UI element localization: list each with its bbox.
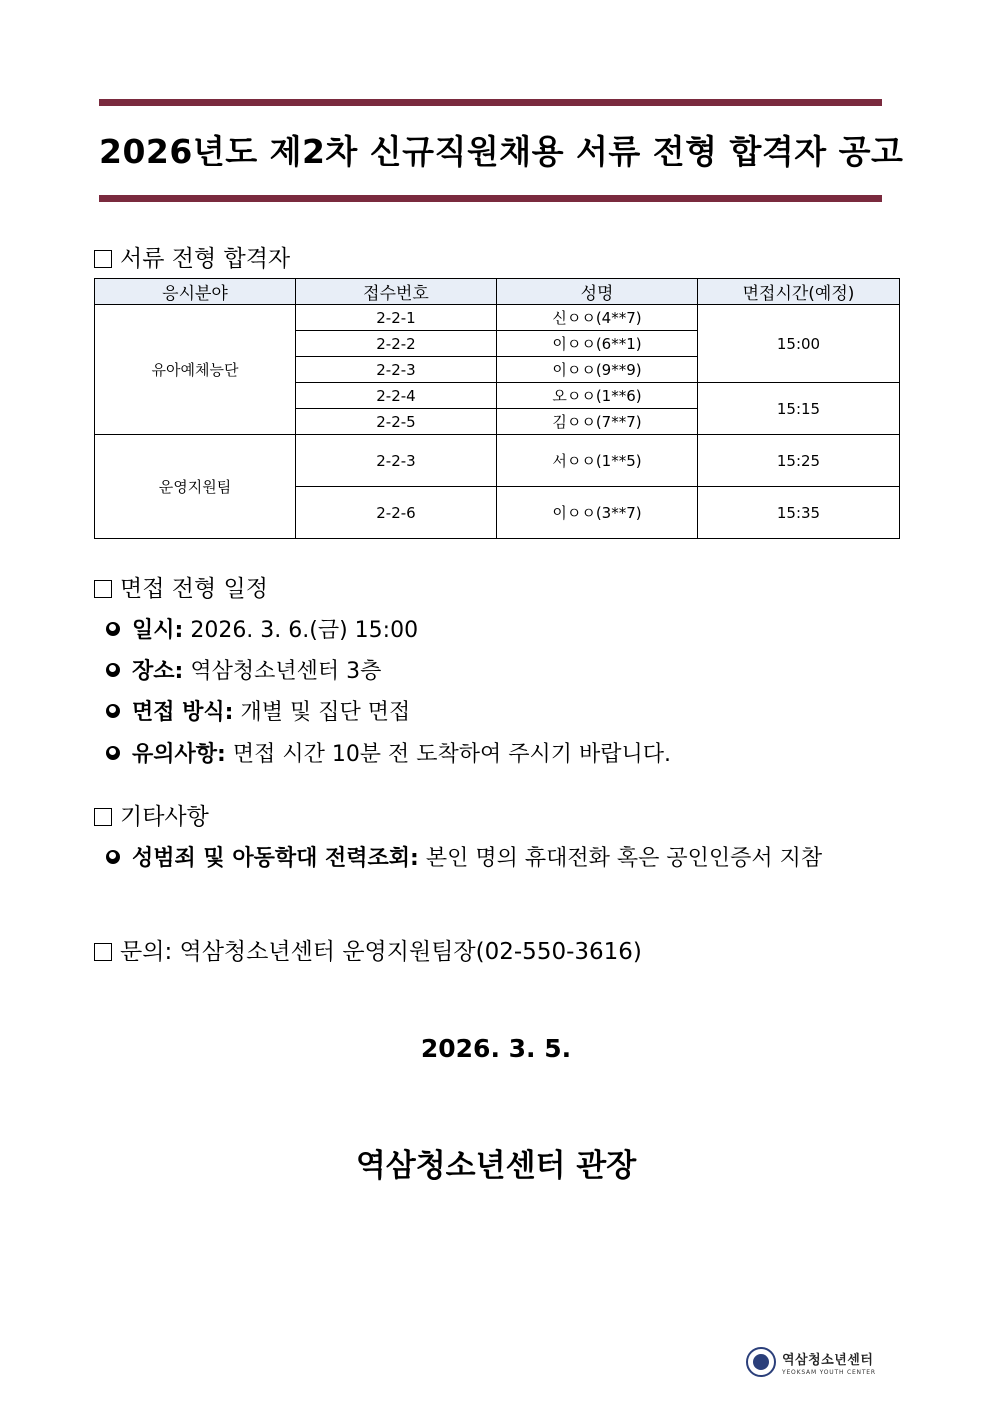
number-cell: 2-2-4 <box>296 383 497 409</box>
section-misc <box>94 798 209 831</box>
logo-name-en: YEOKSAM YOUTH CENTER <box>782 1368 876 1376</box>
checkbox-square-icon <box>94 808 112 826</box>
section-document-passers <box>94 240 290 273</box>
emblem-icon <box>746 1347 776 1377</box>
name-cell: 이ㅇㅇ(6**1) <box>497 331 698 357</box>
list-item: 면접 방식: 개별 및 집단 면접 <box>106 695 410 726</box>
name-cell: 이ㅇㅇ(3**7) <box>497 487 698 539</box>
circle-bullet-icon <box>106 663 120 677</box>
checkbox-square-icon <box>94 943 112 961</box>
results-table <box>94 278 900 539</box>
header-number: 접수번호 <box>296 279 497 305</box>
notice-date: 2026. 3. 5. <box>420 1034 572 1063</box>
item-label: 유의사항 <box>132 742 218 767</box>
item-label: 장소 <box>132 659 175 684</box>
header-time: 면접시간(예정) <box>698 279 900 305</box>
item-label: 일시 <box>132 618 175 643</box>
list-item: 성범죄 및 아동학대 전력조회: 본인 명의 휴대전화 혹은 공인인증서 지참 <box>106 841 822 872</box>
center-logo <box>746 1347 876 1377</box>
item-value: 2026. 3. 6.(금) 15:00 <box>183 618 419 643</box>
item-value: 개별 및 집단 면접 <box>233 700 411 725</box>
inquiry-value: 역삼청소년센터 운영지원팀장(02-550-3616) <box>172 939 642 965</box>
name-cell: 신ㅇㅇ(4**7) <box>497 305 698 331</box>
section-inquiry: 문의: 역삼청소년센터 운영지원팀장(02-550-3616) <box>94 933 642 966</box>
section-heading: 면접 전형 일정 <box>120 576 268 602</box>
number-cell: 2-2-3 <box>296 435 497 487</box>
field-cell: 운영지원팀 <box>95 435 296 539</box>
header-name: 성명 <box>497 279 698 305</box>
circle-bullet-icon <box>106 746 120 760</box>
circle-bullet-icon <box>106 704 120 718</box>
number-cell: 2-2-1 <box>296 305 497 331</box>
circle-bullet-icon <box>106 850 120 864</box>
number-cell: 2-2-5 <box>296 409 497 435</box>
list-item: 유의사항: 면접 시간 10분 전 도착하여 주시기 바랍니다. <box>106 737 671 768</box>
checkbox-square-icon <box>94 250 112 268</box>
time-cell: 15:15 <box>698 383 900 435</box>
title-top-bar <box>99 99 882 106</box>
header-field: 응시분야 <box>95 279 296 305</box>
item-value: 면접 시간 10분 전 도착하여 주시기 바랍니다. <box>225 742 672 767</box>
list-item: 장소: 역삼청소년센터 3층 <box>106 654 381 685</box>
item-label: 면접 방식 <box>132 700 225 725</box>
time-cell: 15:25 <box>698 435 900 487</box>
name-cell: 김ㅇㅇ(7**7) <box>497 409 698 435</box>
name-cell: 오ㅇㅇ(1**6) <box>497 383 698 409</box>
list-item: 일시: 2026. 3. 6.(금) 15:00 <box>106 613 418 644</box>
number-cell: 2-2-2 <box>296 331 497 357</box>
item-label: 성범죄 및 아동학대 전력조회 <box>132 846 411 871</box>
table-row <box>95 305 900 331</box>
table-header-row <box>95 279 900 305</box>
name-cell: 이ㅇㅇ(9**9) <box>497 357 698 383</box>
circle-bullet-icon <box>106 622 120 636</box>
field-cell: 유아예체능단 <box>95 305 296 435</box>
logo-name-ko: 역삼청소년센터 <box>782 1352 874 1368</box>
time-cell: 15:00 <box>698 305 900 383</box>
time-cell: 15:35 <box>698 487 900 539</box>
number-cell: 2-2-3 <box>296 357 497 383</box>
inquiry-label: 문의 <box>120 939 165 965</box>
page-title: 2026년도 제2차 신규직원채용 서류 전형 합격자 공고 <box>99 132 904 171</box>
item-value: 역삼청소년센터 3층 <box>183 659 382 684</box>
item-value: 본인 명의 휴대전화 혹은 공인인증서 지참 <box>418 846 823 871</box>
name-cell: 서ㅇㅇ(1**5) <box>497 435 698 487</box>
section-heading: 서류 전형 합격자 <box>120 246 291 272</box>
checkbox-square-icon <box>94 580 112 598</box>
signature: 역삼청소년센터 관장 <box>355 1148 637 1184</box>
table-row <box>95 435 900 487</box>
number-cell: 2-2-6 <box>296 487 497 539</box>
section-heading: 기타사항 <box>120 804 209 830</box>
section-interview-schedule <box>94 570 268 603</box>
title-bottom-bar <box>99 195 882 202</box>
